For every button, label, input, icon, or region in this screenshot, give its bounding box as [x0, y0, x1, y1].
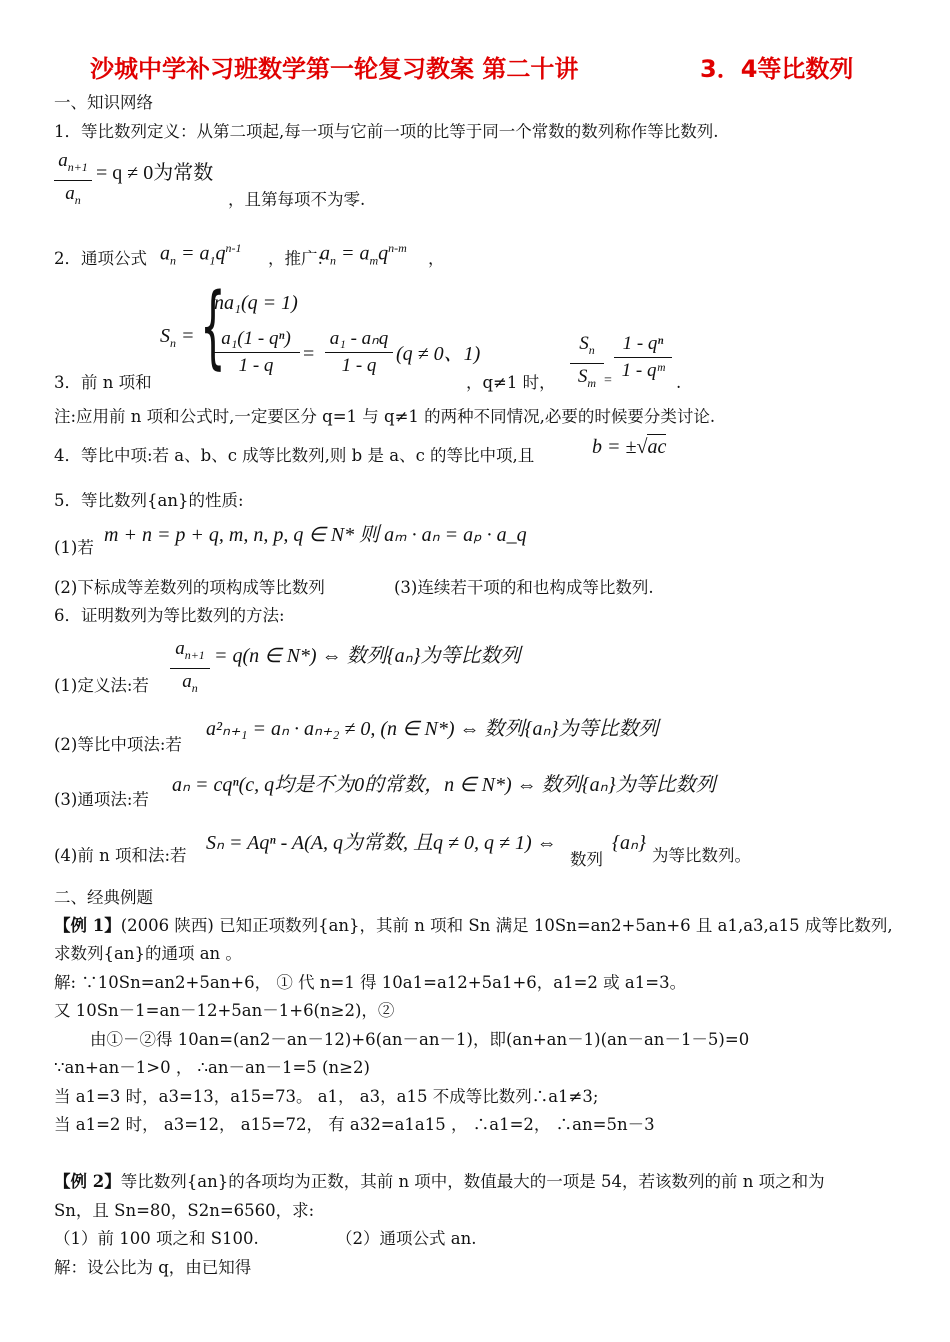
example-1-solution-1: 解: ∵10Sn=an2+5an+6， ① 代 n=1 得 10a1=a12+5a1+6，a1=2 或 a1=3。 — [54, 973, 687, 992]
properties-title: 5．等比数列{an}的性质: — [54, 491, 244, 510]
example-1-solution-4: ∵an+an－1>0 ， ∴an－an－1=5 (n≥2) — [54, 1058, 370, 1077]
proof-method-4-tail-3: 为等比数列。 — [652, 846, 751, 865]
proof-method-4-formula: Sₙ = Aqⁿ - A(A, q为常数, 且q ≠ 0, q ≠ 1) ⇔ — [206, 832, 557, 854]
proof-method-3-formula: aₙ = cqⁿ(c, q均是不为0的常数，n ∈ N*) ⇔ 数列{aₙ}为等比数列 — [172, 774, 716, 796]
sum-ratio-right: 1 - qⁿ 1 - qᵐ — [614, 333, 672, 382]
example-2-solution-1: 解：设公比为 q，由已知得 — [54, 1258, 252, 1277]
note-text: 注:应用前 n 项和公式时,一定要区分 q=1 与 q≠1 的两种不同情况,必要的时候要分类讨论. — [54, 407, 716, 426]
example-1-line-2: 求数列{an}的通项 an 。 — [54, 944, 242, 963]
example-1-solution-2: 又 10Sn－1=an－12+5an－1+6(n≥2)，② — [54, 1001, 395, 1020]
property-1-formula: m + n = p + q, m, n, p, q ∈ N* 则 aₘ · aₙ = aₚ · a_q — [104, 524, 527, 546]
definition-text: 1．等比数列定义：从第二项起,每一项与它前一项的比等于同一个常数的数列称作等比数列. — [54, 122, 719, 141]
sum-symbol: $S_n$ = — [160, 325, 195, 350]
sum-fraction-2: a₁ - aₙq 1 - q — [325, 328, 393, 377]
definition-fraction: $a_{n+1}$ $a_n$ — [54, 150, 92, 211]
proof-methods-title: 6．证明数列为等比数列的方法: — [54, 606, 285, 625]
example-1-solution-5: 当 a1=3 时，a3=13，a15=73。 a1， a3，a15 不成等比数列∴a1≠3; — [54, 1087, 599, 1106]
example-2-line-1: 【例 2】等比数列{an}的各项均为正数，其前 n 项中，数值最大的一项是 54，若该数列的前 n 项之和为 — [54, 1172, 825, 1191]
page-title: 沙城中学补习班数学第一轮复习教案 第二十讲 — [90, 55, 579, 83]
general-term-label: 2．通项公式 — [54, 249, 147, 268]
property-2: (2)下标成等差数列的项构成等比数列 — [54, 578, 325, 597]
proof-method-1-formula: = q(n ∈ N*) ⇔ 数列{aₙ}为等比数列 — [214, 645, 521, 667]
example-1-solution-3: 由①－②得 10an=(an2－an－12)+6(an－an－1)，即(an+an－1)(an－an－1－5)=0 — [90, 1030, 750, 1049]
sum-case-q-equals-1: na₁(q = 1) — [214, 292, 298, 314]
proof-method-4-tail-2: {aₙ} — [612, 832, 646, 854]
example-2-question-2: （2）通项公式 an. — [336, 1229, 477, 1248]
sum-equals: = — [303, 343, 315, 365]
proof-method-4-tail-1: 数列 — [570, 850, 603, 869]
proof-method-2-label: (2)等比中项法:若 — [54, 735, 182, 754]
property-3: (3)连续若干项的和也构成等比数列. — [394, 578, 654, 597]
proof-method-4-label: (4)前 n 项和法:若 — [54, 846, 187, 865]
proof-method-1-fraction: $a_{n+1}$ $a_n$ — [170, 638, 210, 699]
piecewise-brace: { — [200, 274, 226, 379]
section-heading-examples: 二、经典例题 — [54, 888, 153, 907]
geometric-mean-text: 4．等比中项:若 a、b、c 成等比数列,则 b 是 a、c 的等比中项,且 — [54, 446, 535, 465]
sum-fraction-1: a₁(1 - qⁿ) 1 - q — [212, 328, 300, 377]
general-term-extend-label: ，推广: — [268, 249, 324, 268]
example-1-solution-6: 当 a1=2 时， a3=12， a15=72， 有 a32=a1a15 ， ∴a1=2， ∴an=5n－3 — [54, 1115, 655, 1134]
general-term-formula: $a_n = a_1q^{n-1}$ — [160, 241, 242, 268]
general-term-extended-formula: $a_n = a_mq^{n-m}$ — [320, 241, 407, 268]
sum-ratio-left: $S_n$ $S_m$ — [570, 333, 604, 394]
proof-method-2-formula: a²ₙ₊₁ = aₙ · aₙ₊₂ ≠ 0, (n ∈ N*) ⇔ 数列{aₙ}为等比数列 — [206, 718, 659, 740]
definition-note: ，且第每项不为零. — [228, 190, 366, 209]
example-2-line-2: Sn，且 Sn=80，S2n=6560，求: — [54, 1201, 315, 1220]
example-2-question-1: （1）前 100 项之和 S100. — [54, 1229, 259, 1248]
sum-label: 3．前 n 项和 — [54, 373, 152, 392]
definition-ratio-rhs: = q ≠ 0为常数 — [96, 162, 214, 184]
section-number-title: 3．4等比数列 — [700, 55, 854, 83]
sum-ratio-condition: ，q≠1 时， — [466, 373, 556, 392]
proof-method-1-label: (1)定义法:若 — [54, 676, 149, 695]
proof-method-3-label: (3)通项法:若 — [54, 790, 149, 809]
example-1-line-1: 【例 1】(2006 陕西) 已知正项数列{an}，其前 n 项和 Sn 满足 10Sn=an2+5an+6 且 a1,a3,a15 成等比数列, — [54, 916, 893, 935]
general-term-end: ， — [428, 249, 445, 268]
sum-ratio-equals: = — [604, 373, 612, 388]
geometric-mean-formula: b = ±√ac — [592, 436, 667, 458]
sum-end: . — [676, 373, 682, 392]
sum-condition: (q ≠ 0、1) — [396, 343, 481, 365]
section-heading-knowledge: 一、知识网络 — [54, 93, 153, 112]
property-1-label: (1)若 — [54, 538, 94, 557]
